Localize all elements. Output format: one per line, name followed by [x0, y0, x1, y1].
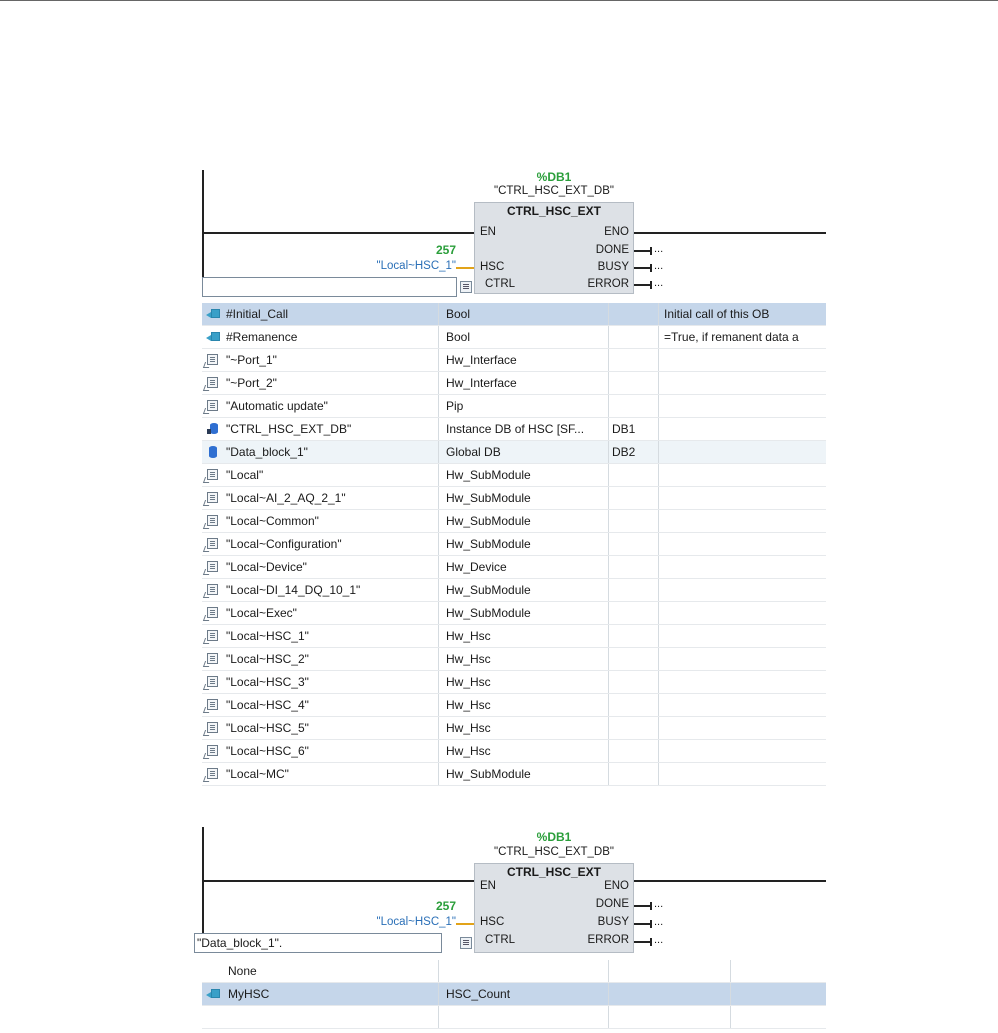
power-rail: [202, 827, 204, 945]
column-separator: [730, 983, 731, 1005]
member-list-row[interactable]: [202, 960, 826, 983]
tag-address-cell: [612, 487, 656, 509]
hw-tag-icon: [207, 561, 218, 572]
column-separator: [658, 464, 659, 486]
column-separator: [608, 602, 609, 624]
tag-address-cell: [612, 740, 656, 762]
tag-comment-cell: [664, 441, 826, 463]
column-separator: [658, 717, 659, 739]
tag-list-row[interactable]: [202, 533, 826, 556]
column-separator: [608, 763, 609, 785]
tag-address-cell: [612, 464, 656, 486]
hsc-tag[interactable]: "Local~HSC_1": [376, 916, 456, 928]
tag-type-cell: Hw_Hsc: [446, 652, 491, 666]
pin-busy: BUSY: [597, 261, 629, 273]
tag-type-cell: Instance DB of HSC [SF...: [446, 422, 585, 436]
pin-hsc: HSC: [480, 261, 505, 273]
tag-list-row[interactable]: [202, 441, 826, 464]
column-separator: [608, 441, 609, 463]
hw-tag-icon: [207, 676, 218, 687]
en-wire: [202, 232, 474, 234]
done-wire: [634, 250, 652, 252]
error-wire: [634, 284, 652, 286]
pin-error: ERROR: [587, 934, 629, 946]
busy-wire: [634, 923, 652, 925]
column-separator: [658, 418, 659, 440]
column-separator: [608, 648, 609, 670]
power-rail: [202, 170, 204, 288]
column-separator: [438, 717, 439, 739]
hw-tag-icon: [207, 538, 218, 549]
tag-comment-cell: [664, 349, 826, 371]
instance-db-name[interactable]: "CTRL_HSC_EXT_DB": [493, 185, 614, 197]
tag-comment-cell: [664, 395, 826, 417]
tag-address-cell: [612, 694, 656, 716]
column-separator: [438, 1006, 439, 1028]
instance-db-icon: [206, 423, 220, 435]
tag-address-cell: [612, 602, 656, 624]
column-separator: [658, 625, 659, 647]
column-separator: [608, 556, 609, 578]
column-separator: [658, 763, 659, 785]
error-operand[interactable]: ...: [654, 934, 664, 946]
variable-icon: [206, 308, 220, 320]
hw-tag-icon: [207, 607, 218, 618]
tag-type-cell: Hw_SubModule: [446, 583, 531, 597]
column-separator: [658, 326, 659, 348]
column-separator: [438, 960, 439, 982]
done-wire: [634, 905, 652, 907]
busy-operand[interactable]: ...: [654, 916, 664, 928]
tag-list-row[interactable]: [202, 740, 826, 763]
hw-tag-icon: [207, 492, 218, 503]
tag-type-cell: Hw_SubModule: [446, 468, 531, 482]
tag-list-row[interactable]: [202, 671, 826, 694]
column-separator: [438, 648, 439, 670]
pin-error: ERROR: [587, 278, 629, 290]
tag-address-cell: [612, 326, 656, 348]
tag-comment-cell: [664, 763, 826, 785]
member-list-row[interactable]: [202, 1006, 826, 1029]
tag-list-row[interactable]: [202, 579, 826, 602]
tag-name-cell: "Local~HSC_2": [226, 652, 309, 666]
column-separator: [438, 372, 439, 394]
autocomplete-member-list: [202, 960, 826, 1030]
tag-list-row[interactable]: [202, 556, 826, 579]
done-operand[interactable]: ...: [654, 898, 664, 910]
column-separator: [608, 983, 609, 1005]
member-list-row[interactable]: [202, 983, 826, 1006]
pin-ctrl: CTRL: [485, 934, 516, 946]
pin-hsc: HSC: [480, 916, 505, 928]
column-separator: [730, 1006, 731, 1028]
ladder-network-1: [202, 170, 826, 298]
tag-comment-cell: [664, 418, 826, 440]
tag-comment-cell: [664, 556, 826, 578]
column-separator: [658, 694, 659, 716]
tag-address-cell: [612, 625, 656, 647]
tag-type-cell: Hw_SubModule: [446, 514, 531, 528]
column-separator: [438, 441, 439, 463]
tag-address-cell: [612, 579, 656, 601]
tag-list-row[interactable]: [202, 395, 826, 418]
tag-type-cell: Hw_Hsc: [446, 744, 491, 758]
tag-type-cell: Hw_Interface: [446, 353, 517, 367]
tag-comment-cell: [664, 740, 826, 762]
ctrl-operand-input[interactable]: "Data_block_1".: [194, 933, 442, 953]
column-separator: [438, 556, 439, 578]
tag-type-cell: Hw_Hsc: [446, 629, 491, 643]
tag-name-cell: "Local~HSC_4": [226, 698, 309, 712]
tag-comment-cell: =True, if remanent data a: [664, 330, 799, 344]
column-separator: [438, 487, 439, 509]
instruction-title: CTRL_HSC_EXT: [506, 204, 601, 218]
done-operand[interactable]: ...: [654, 243, 664, 255]
column-separator: [658, 648, 659, 670]
column-separator: [608, 418, 609, 440]
hw-tag-icon: [207, 653, 218, 664]
column-separator: [730, 960, 731, 982]
column-separator: [438, 303, 439, 325]
hw-tag-icon: [207, 584, 218, 595]
hw-tag-icon: [207, 469, 218, 480]
tag-type-cell: Hw_SubModule: [446, 767, 531, 781]
tag-type-cell: Hw_Hsc: [446, 721, 491, 735]
tag-comment-cell: [664, 694, 826, 716]
tag-name-cell: "Local~HSC_5": [226, 721, 309, 735]
db-address: %DB1: [536, 830, 572, 844]
tag-address-cell: [612, 303, 656, 325]
tag-list-row[interactable]: [202, 648, 826, 671]
tag-name-cell: "Local": [226, 468, 264, 482]
tag-list-row[interactable]: [202, 349, 826, 372]
autocomplete-tag-list: [202, 303, 826, 786]
tag-type-cell: Hw_SubModule: [446, 606, 531, 620]
tag-comment-cell: [664, 579, 826, 601]
tag-name-cell: "Local~MC": [226, 767, 289, 781]
pin-busy: BUSY: [597, 916, 629, 928]
column-separator: [438, 983, 439, 1005]
top-rule: [0, 0, 998, 1]
tag-comment-cell: Initial call of this OB: [664, 307, 770, 321]
column-separator: [658, 510, 659, 532]
tag-address-cell: [612, 556, 656, 578]
eno-wire: [634, 880, 826, 882]
tag-address-cell: DB1: [612, 422, 636, 436]
column-separator: [608, 533, 609, 555]
ctrl-operand-input[interactable]: [202, 277, 457, 297]
column-separator: [438, 349, 439, 371]
tag-list-row[interactable]: [202, 372, 826, 395]
member-name-cell: MyHSC: [228, 987, 270, 1001]
tag-type-cell: Bool: [446, 307, 471, 321]
tag-name-cell: "Local~HSC_1": [226, 629, 309, 643]
hw-tag-icon: [207, 722, 218, 733]
column-separator: [608, 326, 609, 348]
column-separator: [608, 510, 609, 532]
tag-name-cell: "~Port_2": [226, 376, 277, 390]
column-separator: [608, 395, 609, 417]
pin-eno: ENO: [604, 880, 629, 892]
tag-list-row[interactable]: [202, 326, 826, 349]
column-separator: [608, 625, 609, 647]
column-separator: [608, 717, 609, 739]
tag-comment-cell: [664, 464, 826, 486]
tag-type-cell: Hw_Interface: [446, 376, 517, 390]
hw-tag-icon: [207, 630, 218, 641]
pin-en: EN: [480, 226, 496, 238]
error-wire: [634, 941, 652, 943]
tag-name-cell: "Local~DI_14_DQ_10_1": [226, 583, 361, 597]
tag-name-cell: "Local~Common": [226, 514, 319, 528]
hw-tag-icon: [207, 377, 218, 388]
tag-address-cell: [612, 648, 656, 670]
tag-address-cell: DB2: [612, 445, 636, 459]
tag-type-cell: Pip: [446, 399, 464, 413]
column-separator: [438, 602, 439, 624]
tag-list-row[interactable]: [202, 694, 826, 717]
tag-list-row[interactable]: [202, 510, 826, 533]
tag-list-row[interactable]: [202, 602, 826, 625]
tag-type-cell: Hw_Hsc: [446, 698, 491, 712]
tag-address-cell: [612, 349, 656, 371]
tag-name-cell: "CTRL_HSC_EXT_DB": [226, 422, 352, 436]
busy-wire: [634, 267, 652, 269]
hsc-wire: [456, 267, 474, 269]
column-separator: [438, 326, 439, 348]
member-type-cell: [446, 960, 606, 982]
column-separator: [438, 395, 439, 417]
busy-operand[interactable]: ...: [654, 260, 664, 272]
pin-done: DONE: [595, 898, 629, 910]
ladder-network-2: [197, 827, 826, 955]
instruction-box[interactable]: [474, 202, 634, 294]
tag-comment-cell: [664, 533, 826, 555]
column-separator: [608, 303, 609, 325]
member-type-cell: HSC_Count: [446, 987, 511, 1001]
column-separator: [658, 441, 659, 463]
column-separator: [658, 487, 659, 509]
tag-name-cell: "Local~AI_2_AQ_2_1": [226, 491, 346, 505]
column-separator: [658, 740, 659, 762]
column-separator: [438, 763, 439, 785]
pin-done: DONE: [595, 244, 629, 256]
column-separator: [608, 579, 609, 601]
parameter-list-icon[interactable]: [460, 937, 472, 949]
tag-list-row[interactable]: [202, 763, 826, 786]
tag-address-cell: [612, 763, 656, 785]
hw-tag-icon: [207, 768, 218, 779]
hw-tag-icon: [207, 699, 218, 710]
column-separator: [658, 579, 659, 601]
column-separator: [608, 487, 609, 509]
column-separator: [438, 671, 439, 693]
hw-id-value: 257: [435, 243, 456, 257]
column-separator: [658, 533, 659, 555]
column-separator: [658, 395, 659, 417]
tag-type-cell: Hw_Device: [446, 560, 507, 574]
tag-name-cell: "Local~HSC_6": [226, 744, 309, 758]
column-separator: [608, 349, 609, 371]
parameter-list-icon[interactable]: [460, 281, 472, 293]
tag-address-cell: [612, 533, 656, 555]
tag-list-row[interactable]: [202, 487, 826, 510]
tag-address-cell: [612, 671, 656, 693]
tag-comment-cell: [664, 717, 826, 739]
member-name-cell: [228, 1006, 434, 1028]
hsc-tag[interactable]: "Local~HSC_1": [376, 260, 456, 272]
tag-list-row[interactable]: [202, 717, 826, 740]
tag-address-cell: [612, 510, 656, 532]
hw-tag-icon: [207, 354, 218, 365]
column-separator: [438, 418, 439, 440]
tag-comment-cell: [664, 487, 826, 509]
hsc-wire: [456, 923, 474, 925]
tag-address-cell: [612, 372, 656, 394]
hw-id-value: 257: [435, 899, 456, 913]
db-address: %DB1: [536, 170, 572, 184]
tag-comment-cell: [664, 372, 826, 394]
column-separator: [608, 740, 609, 762]
tag-comment-cell: [664, 602, 826, 624]
pin-ctrl: CTRL: [485, 278, 516, 290]
eno-wire: [634, 232, 826, 234]
column-separator: [658, 303, 659, 325]
tag-type-cell: Hw_SubModule: [446, 537, 531, 551]
tag-comment-cell: [664, 625, 826, 647]
tag-comment-cell: [664, 648, 826, 670]
pin-eno: ENO: [604, 226, 629, 238]
column-separator: [658, 372, 659, 394]
column-separator: [438, 510, 439, 532]
tag-name-cell: "Local~Configuration": [226, 537, 342, 551]
variable-icon: [206, 331, 220, 343]
column-separator: [608, 464, 609, 486]
tag-type-cell: Hw_Hsc: [446, 675, 491, 689]
tag-name-cell: #Initial_Call: [226, 307, 289, 321]
en-wire: [202, 880, 474, 882]
tag-type-cell: Global DB: [446, 445, 501, 459]
column-separator: [608, 694, 609, 716]
tag-name-cell: "~Port_1": [226, 353, 277, 367]
tag-name-cell: "Data_block_1": [226, 445, 308, 459]
tag-list-row[interactable]: [202, 303, 826, 326]
tag-address-cell: [612, 717, 656, 739]
column-separator: [608, 372, 609, 394]
hw-tag-icon: [207, 400, 218, 411]
instance-db-name[interactable]: "CTRL_HSC_EXT_DB": [493, 846, 614, 858]
column-separator: [658, 349, 659, 371]
tag-name-cell: "Local~Exec": [226, 606, 297, 620]
tag-type-cell: Hw_SubModule: [446, 491, 531, 505]
tag-name-cell: "Automatic update": [226, 399, 328, 413]
tag-list-row[interactable]: [202, 464, 826, 487]
tag-list-row[interactable]: [202, 418, 826, 441]
tag-list-row[interactable]: [202, 625, 826, 648]
column-separator: [658, 602, 659, 624]
instruction-box[interactable]: [474, 863, 634, 953]
member-type-cell: [446, 1006, 606, 1028]
column-separator: [658, 671, 659, 693]
member-name-cell: None: [228, 964, 257, 978]
pin-en: EN: [480, 880, 496, 892]
hw-tag-icon: [207, 515, 218, 526]
tag-name-cell: #Remanence: [226, 330, 298, 344]
tag-type-cell: Bool: [446, 330, 471, 344]
hw-tag-icon: [207, 745, 218, 756]
column-separator: [438, 625, 439, 647]
column-separator: [608, 671, 609, 693]
column-separator: [608, 960, 609, 982]
tag-name-cell: "Local~Device": [226, 560, 307, 574]
tag-comment-cell: [664, 671, 826, 693]
column-separator: [438, 464, 439, 486]
column-separator: [438, 740, 439, 762]
instruction-title: CTRL_HSC_EXT: [506, 865, 601, 879]
column-separator: [438, 533, 439, 555]
column-separator: [658, 556, 659, 578]
tag-address-cell: [612, 395, 656, 417]
error-operand[interactable]: ...: [654, 277, 664, 289]
global-db-icon: [206, 446, 220, 458]
variable-icon: [206, 988, 220, 1000]
column-separator: [438, 579, 439, 601]
column-separator: [608, 1006, 609, 1028]
column-separator: [438, 694, 439, 716]
tag-comment-cell: [664, 510, 826, 532]
tag-name-cell: "Local~HSC_3": [226, 675, 309, 689]
